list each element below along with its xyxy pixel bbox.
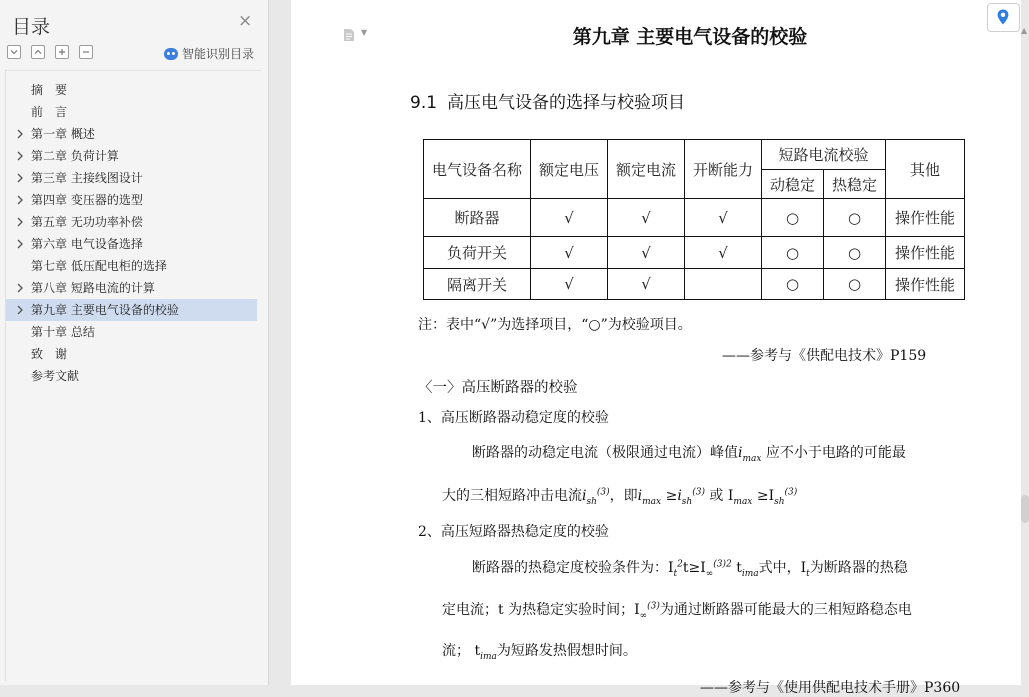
subsection-1-line-1: 断路器的动稳定电流（极限通过电流）峰值$i_{max}$ 应不小于电路的可能最 [472,445,906,464]
document-icon[interactable] [343,27,355,41]
smart-toc-label: 智能识别目录 [182,47,255,61]
toc-item[interactable] [6,233,257,255]
toc-toolbar [7,45,93,61]
table-header-rated-current: 额定电流 [608,140,685,199]
chevron-right-icon[interactable] [15,211,25,233]
text-span: 为断路器的热稳 [809,560,908,576]
toc-item-label: 第三章 主接线图设计 [31,171,143,185]
toc-panel [5,70,261,681]
subsection-2-heading: 2、高压短路器热稳定度的校验 [418,524,609,540]
expand-level-icon[interactable] [31,45,45,59]
toc-list [6,79,257,387]
toc-item-label: 第六章 电气设备选择 [31,237,143,251]
reference-2: ——参考与《使用供配电技术手册》P360 [700,680,961,696]
smart-toc-icon [164,48,178,60]
expand-all-icon[interactable] [55,45,69,59]
table-cell: 操作性能 [886,237,965,269]
table-body [424,199,965,300]
table-cell: √ [531,269,608,300]
table-cell: √ [685,237,762,269]
close-icon[interactable]: × [238,11,253,31]
chevron-right-icon[interactable] [15,189,25,211]
chevron-right-icon[interactable] [15,123,25,145]
toc-item-label: 第九章 主要电气设备的校验 [31,303,179,317]
text-span: 大的三相短路冲击电流 [442,488,582,504]
toc-item[interactable] [6,365,257,387]
sidebar-title: 目录 [12,16,51,38]
section-title-text: 高压电气设备的选择与校验项目 [447,93,686,113]
toc-item[interactable] [6,321,257,343]
chevron-right-icon[interactable] [15,145,25,167]
text-span: 为通过断路器可能最大的三相短路稳态电 [659,602,912,618]
toc-item-label: 第二章 负荷计算 [31,149,119,163]
toc-item-label: 前 言 [31,105,68,119]
collapse-all-icon[interactable] [7,45,21,59]
table-cell: ○ [762,199,824,237]
table-cell: ○ [824,237,886,269]
table-row [424,199,965,237]
toc-item[interactable] [6,189,257,211]
toc-item[interactable] [6,145,257,167]
toc-item-label: 第七章 低压配电柜的选择 [31,259,167,273]
table-cell [685,269,762,300]
table-header-short-circuit: 短路电流校验 [762,140,886,170]
toc-item-label: 摘 要 [31,83,68,97]
toc-item[interactable] [6,343,257,365]
toc-item-label: 参考文献 [31,369,80,383]
table-note: 注：表中“√”为选择项目，“○”为校验项目。 [418,317,692,333]
subsection-2-line-2: 定电流；t 为热稳定实验时间；$I_\infty^{(3)}$为通过断路器可能最大的三相短路稳态电 [442,601,912,621]
table-cell: √ [531,199,608,237]
toc-item[interactable] [6,123,257,145]
text-span: 应不小于电路的可能最 [765,445,906,461]
toc-item-label: 第四章 变压器的选型 [31,193,143,207]
subsection-1-heading: 1、高压断路器动稳定度的校验 [418,410,609,426]
table-cell: √ [608,269,685,300]
table-cell: ○ [762,237,824,269]
chapter-title: 第九章 主要电气设备的校验 [572,26,808,48]
toc-item[interactable] [6,167,257,189]
table-header-dynamic: 动稳定 [762,170,824,199]
section-number: 9.1 [410,93,438,113]
section-title [410,88,685,113]
toc-item[interactable] [6,211,257,233]
toc-item-label: 第八章 短路电流的计算 [31,281,155,295]
table-header-thermal: 热稳定 [824,170,886,199]
table-cell: 操作性能 [886,199,965,237]
table-cell: 操作性能 [886,269,965,300]
scrollbar-thumb[interactable] [1021,495,1029,523]
table-header-breaking: 开断能力 [685,140,762,199]
chevron-right-icon[interactable] [15,167,25,189]
location-pin-button[interactable] [987,3,1020,32]
chevron-down-icon[interactable]: ▼ [361,28,368,37]
table-cell: ○ [824,269,886,300]
table-cell: √ [608,237,685,269]
toc-item-label: 第五章 无功功率补偿 [31,215,143,229]
equipment-table [423,139,965,300]
subsection-1-line-2: 大的三相短路冲击电流$i_{sh}^{(3)}$，即$i_{max} \ge i_{sh}^{(3)}$ 或 $I_{max} \ge I_{sh}^{(3)}$ [442,487,798,507]
table-header-other: 其他 [886,140,965,199]
subsection-2-line-1: 断路器的热稳定度校验条件为：$I_t^2t\ge I_\infty^{(3)2}$ $t_{ima}$式中，$I_t$为断路器的热稳 [472,559,908,579]
toc-sidebar [0,0,269,685]
collapse-level-icon[interactable] [79,45,93,59]
vertical-scrollbar[interactable] [1021,0,1029,685]
table-cell-name: 负荷开关 [424,237,531,269]
toc-item-label: 第一章 概述 [31,127,95,141]
toc-item[interactable] [6,299,257,321]
chevron-right-icon[interactable] [15,299,25,321]
text-span: 为短路发热假想时间。 [496,643,637,659]
table-cell: √ [685,199,762,237]
toc-item[interactable] [6,255,257,277]
toc-item-label: 第十章 总结 [31,325,95,339]
table-row [424,237,965,269]
toc-item[interactable] [6,277,257,299]
text-span: 断路器的动稳定电流（极限通过电流）峰值 [472,445,738,461]
table-row [424,269,965,300]
table-cell-name: 断路器 [424,199,531,237]
toc-item[interactable] [6,101,257,123]
table-cell: ○ [762,269,824,300]
table-cell-name: 隔离开关 [424,269,531,300]
text-span: ，即 [609,488,638,504]
subsection-2-line-3: 流； $t_{ima}$为短路发热假想时间。 [442,643,637,662]
text-span: 流； [442,643,470,659]
table-cell: ○ [824,199,886,237]
text-span: 断路器的热稳定度校验条件为： [472,560,668,576]
table-cell: √ [531,237,608,269]
text-span: 或 [709,488,724,504]
location-pin-icon [997,9,1009,25]
toc-item-label: 致 谢 [31,347,68,361]
table-header-name: 电气设备名称 [424,140,531,199]
text-span: 式中， [758,560,801,576]
chevron-right-icon[interactable] [15,233,25,255]
table-header-rated-voltage: 额定电压 [531,140,608,199]
reference-1: ——参考与《供配电技术》P159 [722,348,927,364]
table-cell: √ [608,199,685,237]
chevron-right-icon[interactable] [15,277,25,299]
toc-item[interactable] [6,79,257,101]
text-span: 定电流；t 为热稳定实验时间； [442,602,635,618]
smart-toc-button[interactable] [164,45,254,62]
scroll-up-icon[interactable]: ▲ [1021,26,1028,35]
subheading-breaker: 〈一〉高压断路器的校验 [418,380,578,396]
